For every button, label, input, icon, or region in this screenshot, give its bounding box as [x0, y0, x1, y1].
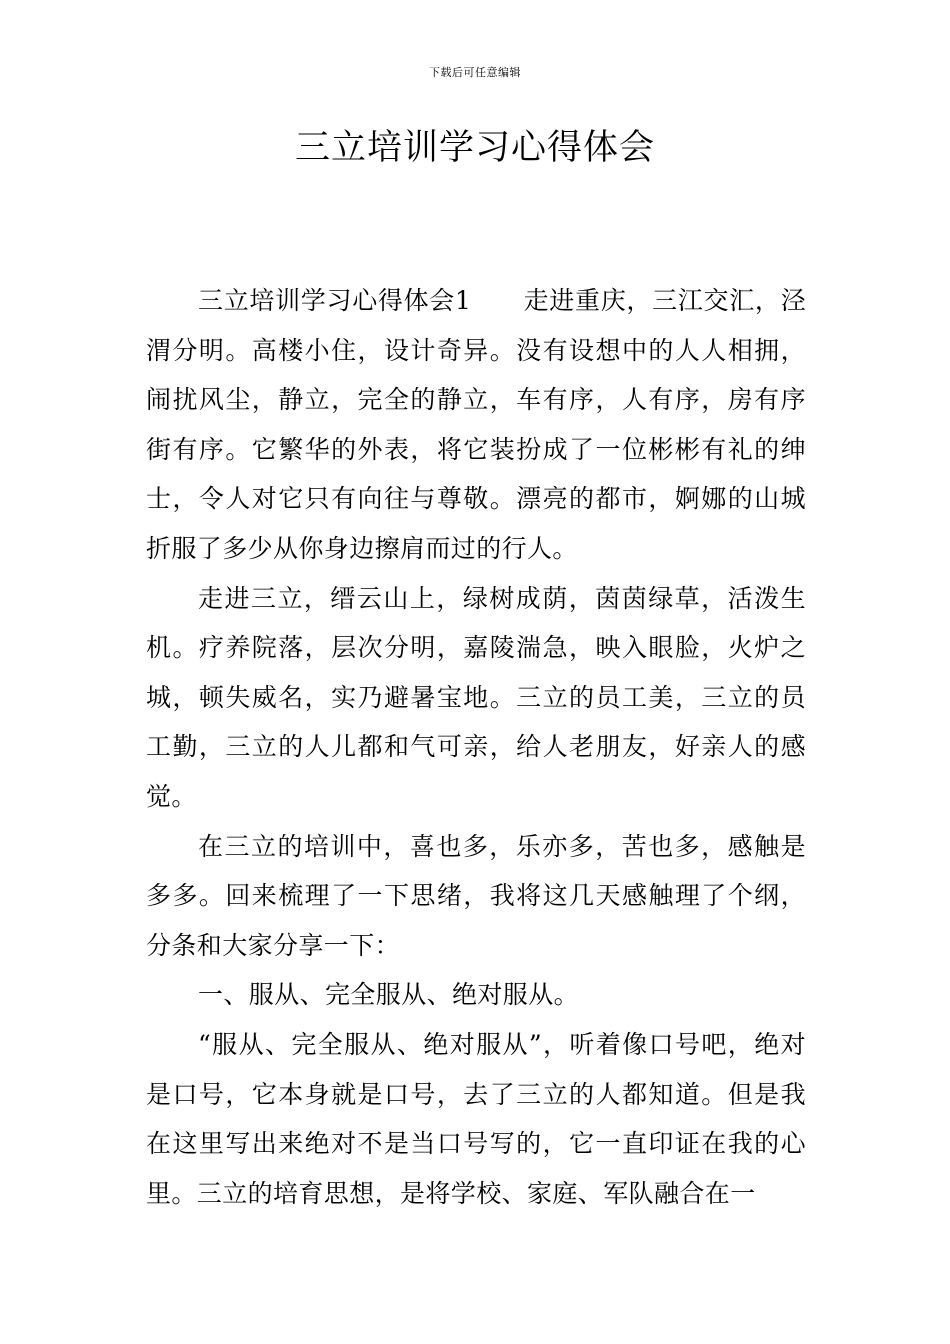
paragraph-5: “服从、完全服从、绝对服从”，听着像口号吧，绝对是口号，它本身就是口号，去了三立的人都知道。但是我在这里写出来绝对不是当口号写的，它一直印证在我的心里。三立的培育思想，是将学校、家庭、军队融合在一: [146, 1029, 806, 1208]
paragraph-2: 走进三立，缙云山上，绿树成荫，茵茵绿草，活泼生机。疗养院落，层次分明，嘉陵湍急，映入眼脸，火炉之城，顿失威名，实乃避暑宝地。三立的员工美，三立的员工勤，三立的人儿都和气可亲，给人老朋友，好亲人的感觉。: [146, 583, 806, 811]
paragraph-4: 一、服从、完全服从、绝对服从。: [198, 980, 580, 1010]
document-title: 三立培训学习心得体会: [294, 128, 655, 168]
paragraph-1-text: 走进重庆，三江交汇，泾渭分明。高楼小住，设计奇异。没有设想中的人人相拥，闹扰风尘，静立，完全的静立，车有序，人有序，房有序街有序。它繁华的外表，将它装扮成了一位彬彬有礼的绅士，令人对它只有向往与尊敬。漂亮的都市，婀娜的山城折服了多少从你身边擦肩而过的行人。: [146, 286, 807, 563]
header-note: 下载后可任意编辑: [429, 66, 521, 79]
paragraph-3: 在三立的培训中，喜也多，乐亦多，苦也多，感触是多多。回来梳理了一下思绪，我将这几天感触理了个纲，分条和大家分享一下：: [146, 831, 806, 960]
document-body: [146, 276, 806, 1218]
paragraph-1: [146, 276, 806, 574]
paragraph-1-lead: 三立培训学习心得体会1: [198, 286, 472, 315]
